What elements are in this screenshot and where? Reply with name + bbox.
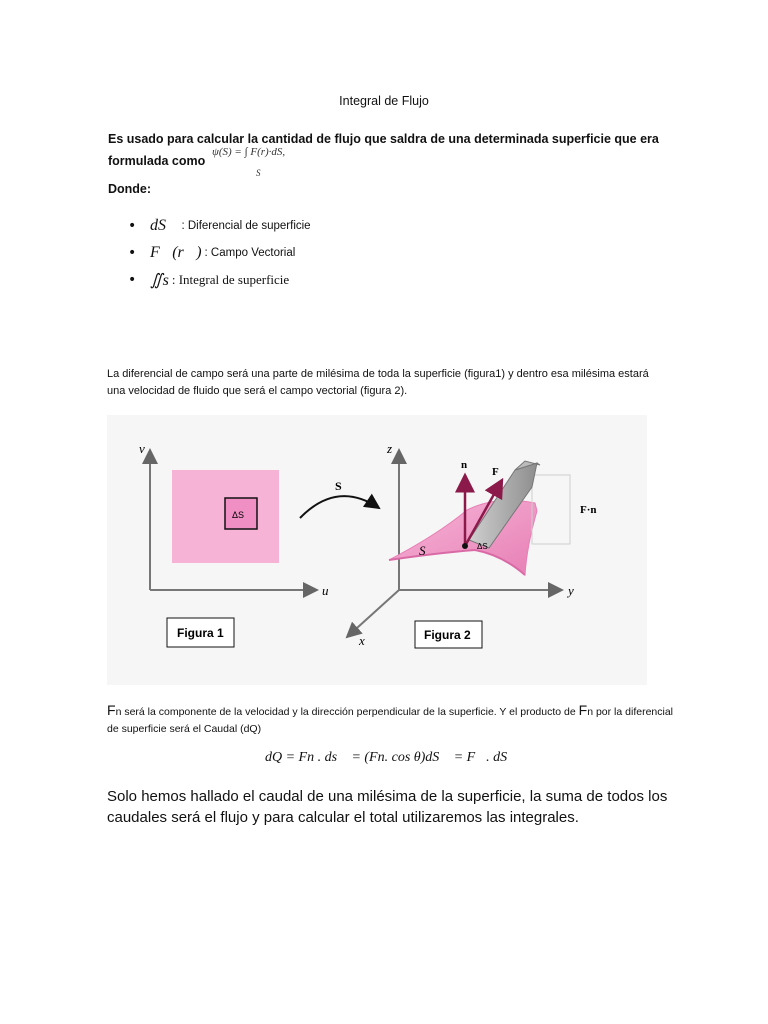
axis-z-label: z bbox=[387, 441, 393, 456]
figure-svg bbox=[107, 415, 647, 685]
mapping-arrow bbox=[300, 496, 379, 518]
list-item-label: : Diferencial de superficie bbox=[181, 219, 311, 232]
figure-surface-flux bbox=[107, 415, 647, 685]
list-item-symbol: F⃗(r⃗) bbox=[150, 243, 202, 261]
bullet-icon: • bbox=[128, 271, 137, 288]
intro-paragraph bbox=[108, 128, 668, 172]
donde-heading: Donde: bbox=[108, 182, 152, 196]
page-title: Integral de Flujo bbox=[339, 94, 429, 108]
point-ds bbox=[462, 543, 468, 549]
intro-formula-subscript: S bbox=[256, 168, 261, 178]
definition-list bbox=[128, 212, 311, 293]
figure-2-label: Figura 2 bbox=[424, 628, 471, 642]
axis-x-label: x bbox=[359, 633, 365, 648]
list-item-label: : Integral de superficie bbox=[171, 271, 290, 287]
figure-1-label: Figura 1 bbox=[177, 626, 224, 640]
f-label: F bbox=[492, 466, 499, 478]
para2-text-a: n será la componente de la velocidad y la dirección perpendicular de la superficie. Y el producto de bbox=[115, 706, 579, 718]
axis-x bbox=[347, 590, 399, 637]
paragraph-3: Solo hemos hallado el caudal de una milésima de la superficie, la suma de todos los caudales será el flujo y para calcular el total utilizaremos las integrales. bbox=[107, 788, 668, 826]
para2-f-1: F bbox=[107, 702, 116, 718]
equation-dq: dQ = Fn . ds⃗ = (Fn. cos θ)dS⃗ = F⃗. dS⃗ bbox=[265, 750, 518, 765]
mapping-arrow-label: S bbox=[335, 479, 342, 493]
intro-text: Es usado para calcular la cantidad de flujo que saldra de una determinada superficie que era formulada como bbox=[108, 132, 659, 168]
axis-y-label: y bbox=[568, 583, 574, 598]
projection-box bbox=[532, 475, 570, 544]
list-item bbox=[128, 212, 311, 239]
surface-label: S bbox=[419, 543, 426, 558]
list-item bbox=[128, 239, 311, 266]
ds2-label: ΔS bbox=[477, 542, 488, 551]
list-item-symbol: ∬s bbox=[150, 271, 169, 289]
paragraph-2 bbox=[107, 702, 687, 738]
ds-square-label: ΔS bbox=[232, 510, 245, 520]
n-label: n bbox=[461, 459, 468, 471]
bullet-icon: • bbox=[128, 244, 137, 261]
axis-u-label: u bbox=[322, 583, 329, 598]
para2-f-2: F bbox=[578, 702, 588, 718]
axis-v-label: v bbox=[139, 441, 145, 456]
intro-formula-text: ψ(S) = ∫ F(r)·dS, bbox=[212, 146, 286, 158]
paragraph-1: La diferencial de campo será una parte de milésima de toda la superficie (figura1) y dentro esa milésima estará una velocidad de fluido que será el campo vectorial (figura 2). bbox=[107, 368, 649, 397]
fn-label: F·n bbox=[580, 504, 597, 516]
list-item-symbol: dS⃗ bbox=[150, 216, 179, 234]
list-item-label: : Campo Vectorial bbox=[204, 246, 296, 259]
bullet-icon: • bbox=[128, 217, 137, 234]
list-item bbox=[128, 266, 311, 293]
para2-text-b: n por la diferencial de superficie será el Caudal (dQ) bbox=[107, 706, 674, 735]
intro-formula bbox=[212, 146, 286, 178]
